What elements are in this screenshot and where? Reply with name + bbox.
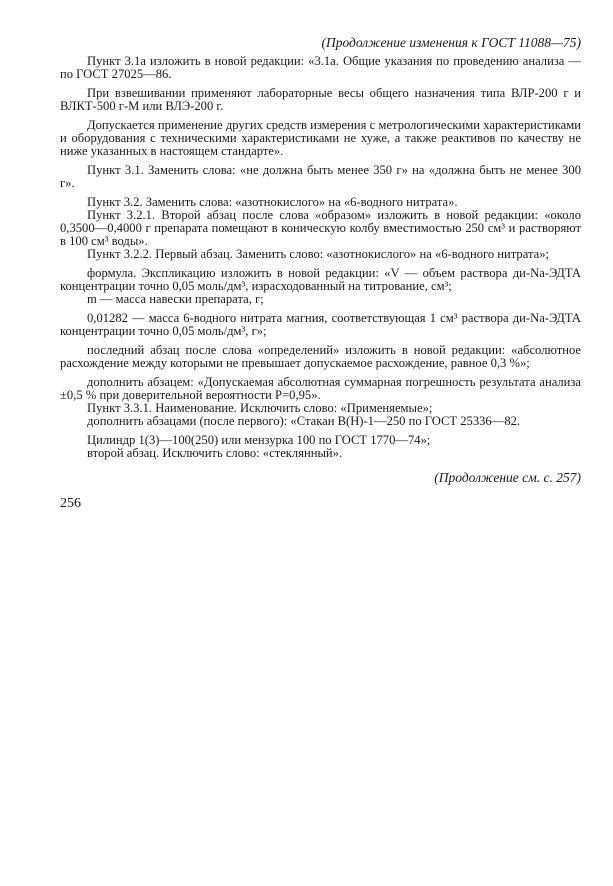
paragraph-cylinder: Цилиндр 1(3)—100(250) или мензурка 100 по ГОСТ 1770—74»; xyxy=(87,433,431,447)
paragraph-coefficient: 0,01282 — масса 6-водного нитрата магния, соответствующая 1 см³ раствора ди-Na-ЭДТА концентрации точно 0,05 моль/дм³, г»; xyxy=(60,311,581,338)
paragraph-3-1a: Пункт 3.1а изложить в новой редакции: «3.1а. Общие указания по проведению анализа — по ГОСТ 27025—86. xyxy=(60,54,581,81)
paragraph-other-instruments: Допускается применение других средств измерения с метрологическими характеристиками и оборудования с техническими характеристиками не хуже, а также реактивов по качеству не ниже указанных в настоящем стандарте». xyxy=(60,118,581,158)
continuation-footer: (Продолжение см. с. 257) xyxy=(434,470,581,485)
paragraph-mass: m — масса навески препарата, г; xyxy=(87,292,264,306)
paragraph-glass: дополнить абзацами (после первого): «Стакан В(Н)-1—250 по ГОСТ 25336—82. xyxy=(87,414,521,428)
paragraph-3-2-2: Пункт 3.2.2. Первый абзац. Заменить слово: «азотнокислого» на «6-водного нитрата»; xyxy=(87,247,550,261)
page-number: 256 xyxy=(60,496,81,511)
paragraph-3-3-1: Пункт 3.3.1. Наименование. Исключить слово: «Применяемые»; xyxy=(87,401,433,415)
paragraph-formula: формула. Экспликацию изложить в новой редакции: «V — объем раствора ди-Na-ЭДТА концентрации точно 0,05 моль/дм³, израсходованный на титрование, см³; xyxy=(60,266,581,293)
paragraph-3-1: Пункт 3.1. Заменить слова: «не должна быть менее 350 г» на «должна быть не менее 300 г». xyxy=(60,163,581,190)
paragraph-last-paragraph: последний абзац после слова «определений» изложить в новой редакции: «абсолютное расхождение между которыми не превышает допускаемое расхождение, равное 0,3 %»; xyxy=(60,343,581,370)
paragraph-3-2: Пункт 3.2. Заменить слова: «азотнокислого» на «6-водного нитрата». xyxy=(87,195,458,209)
paragraph-error: дополнить абзацем: «Допускаемая абсолютная суммарная погрешность результата анализа ±0,5 % при доверительной вероятности P=0,95». xyxy=(60,375,581,402)
paragraph-3-2-1: Пункт 3.2.1. Второй абзац после слова «образом» изложить в новой редакции: «около 0,3500—0,4000 г препарата помещают в коническую колбу вместимостью 250 см³ и растворяют в 100 см³ воды». xyxy=(60,208,581,248)
paragraph-second: второй абзац. Исключить слово: «стеклянный». xyxy=(87,446,343,460)
paragraph-weighing: При взвешивании применяют лабораторные весы общего назначения типа ВЛР-200 г и ВЛКТ-500 г-М или ВЛЭ-200 г. xyxy=(60,86,581,113)
amendment-text xyxy=(60,55,581,460)
continuation-header: (Продолжение изменения к ГОСТ 11088—75) xyxy=(321,35,581,50)
